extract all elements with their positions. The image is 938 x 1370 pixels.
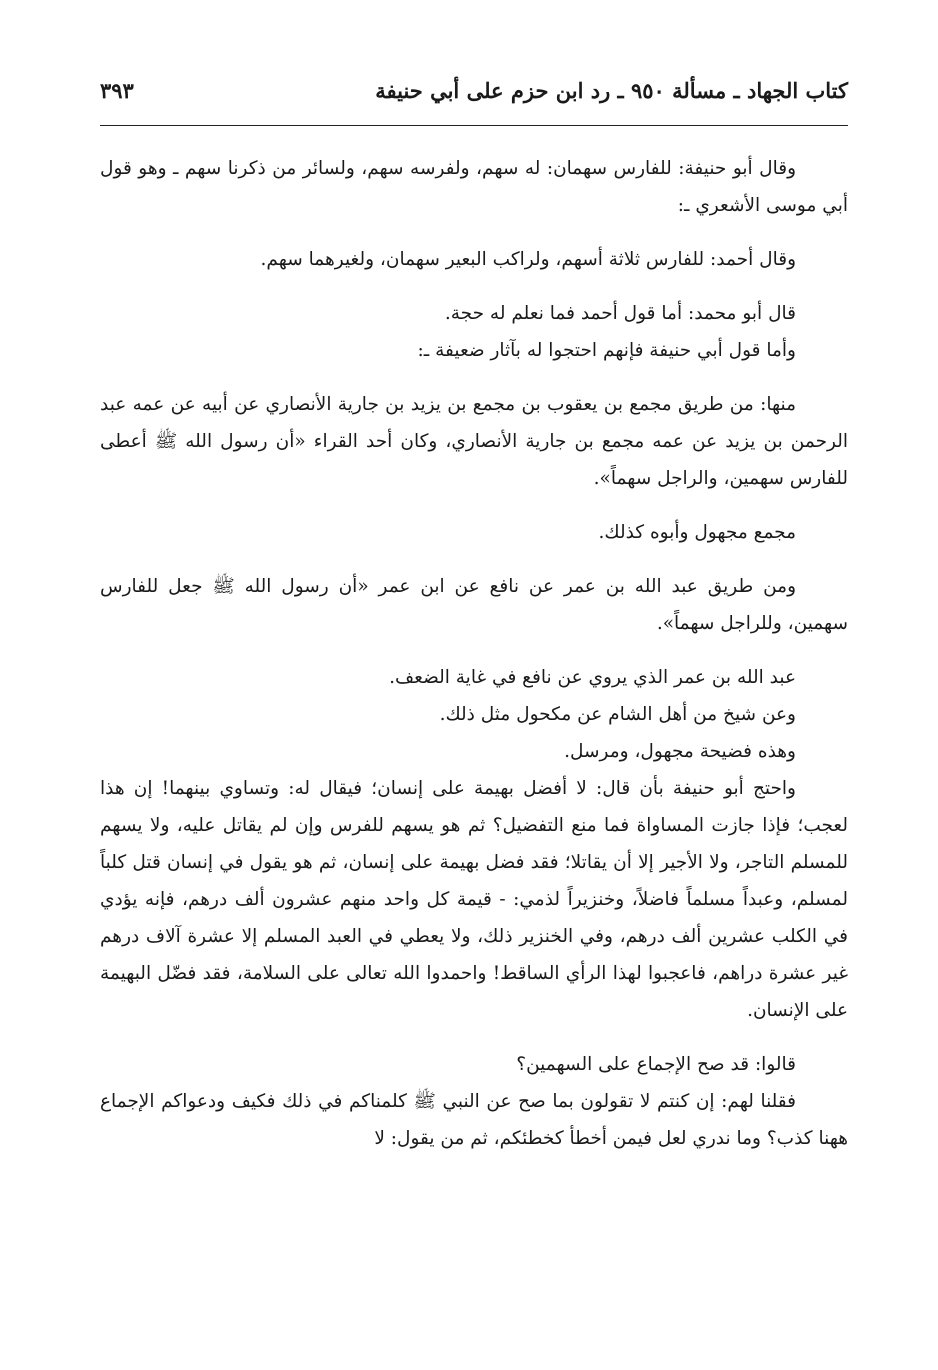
paragraph: واحتج أبو حنيفة بأن قال: لا أفضل بهيمة على إنسان؛ فيقال له: وتساوي بينهما! إن هذا لعجب؛ فإذا جازت المساواة فما منع التفضيل؟ ثم هو يسهم للفرس وإن لم يقاتل عليه، ولا يسهم للمسلم التاجر، ولا الأجير إلا أن يقاتلا؛ فقد فضل بهيمة على إنسان، ثم هو يقول في إنسان قتل كلباً لمسلم، وعبداً مسلماً فاضلاً، وخنزيراً لذمي: - قيمة كل واحد منهم عشرون ألف درهم، فإنه يؤدي في الكلب عشرين ألف درهم، وفي الخنزير ذلك، ولا يعطي في العبد المسلم إلا عشرة آلاف درهم غير عشرة دراهم، فاعجبوا لهذا الرأي الساقط! واحمدوا الله تعالى على السلامة، فقد فضّل البهيمة على الإنسان. — [100, 778, 848, 1021]
paragraph: فقلنا لهم: إن كنتم لا تقولون بما صح عن النبي ﷺ كلمناكم في ذلك فكيف ودعواكم الإجماع ههنا كذب؟ وما ندري لعل فيمن أخطأ كخطئكم، ثم من يقول: لا — [100, 1091, 848, 1149]
paragraph: مجمع مجهول وأبوه كذلك. — [598, 522, 796, 543]
paragraph: قال أبو محمد: أما قول أحمد فما نعلم له حجة. — [444, 303, 796, 324]
header-title: كتاب الجهاد ـ مسألة ٩٥٠ ـ رد ابن حزم على أبي حنيفة — [375, 78, 848, 103]
header-divider — [100, 125, 848, 126]
paragraph: وعن شيخ من أهل الشام عن مكحول مثل ذلك. — [439, 704, 796, 725]
running-header — [100, 78, 848, 118]
paragraph: وقال أبو حنيفة: للفارس سهمان: له سهم، ولفرسه سهم، ولسائر من ذكرنا سهم ـ وهو قول أبي موسى الأشعري ـ: — [100, 158, 848, 216]
paragraph: وهذه فضيحة مجهول، ومرسل. — [564, 741, 796, 762]
paragraph: ومن طريق عبد الله بن عمر عن نافع عن ابن عمر «أن رسول الله ﷺ جعل للفارس سهمين، وللراجل سهماً». — [100, 576, 848, 634]
paragraph: وأما قول أبي حنيفة فإنهم احتجوا له بآثار ضعيفة ـ: — [417, 340, 796, 361]
paragraph: وقال أحمد: للفارس ثلاثة أسهم، ولراكب البعير سهمان، ولغيرهما سهم. — [260, 249, 796, 270]
body-text — [100, 150, 848, 1157]
paragraph: عبد الله بن عمر الذي يروي عن نافع في غاية الضعف. — [389, 667, 796, 688]
paragraph: منها: من طريق مجمع بن يعقوب بن مجمع بن يزيد بن جارية الأنصاري عن أبيه عن عمه عبد الرحمن بن يزيد عن عمه مجمع بن جارية الأنصاري، وكان أحد القراء «أن رسول الله ﷺ أعطى للفارس سهمين، والراجل سهماً». — [100, 394, 848, 489]
page-number: ٣٩٣ — [100, 78, 134, 103]
paragraph: قالوا: قد صح الإجماع على السهمين؟ — [516, 1054, 796, 1075]
